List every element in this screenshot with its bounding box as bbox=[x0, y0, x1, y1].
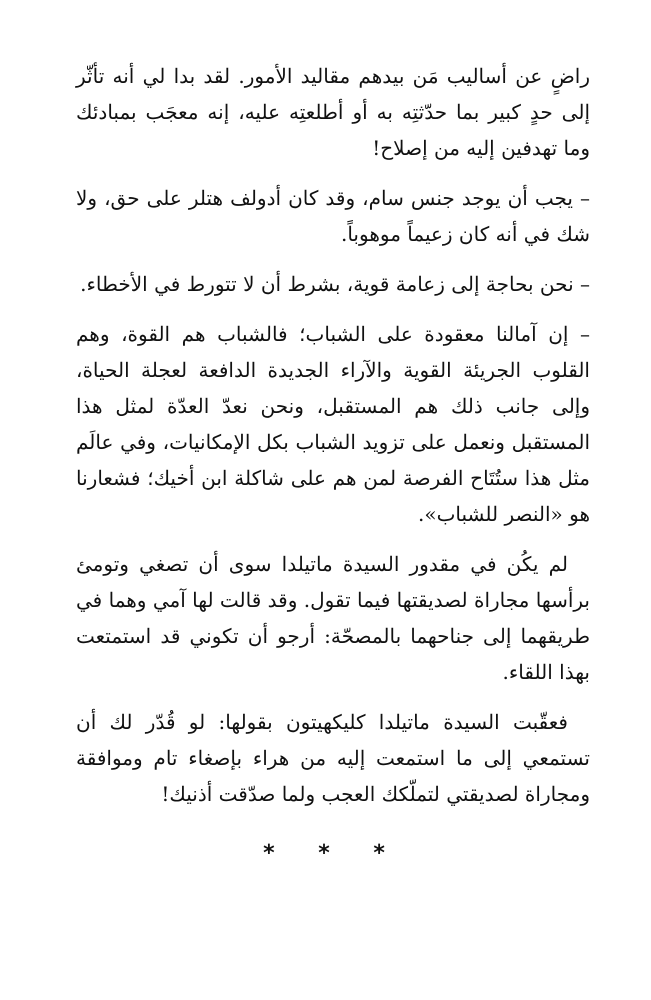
paragraph-4: – إن آمالنا معقودة على الشباب؛ فالشباب هم القوة، وهم القلوب الجريئة القوية والآراء الجديدة الدافعة لعجلة الحياة، وإلى جانب ذلك هم المستقبل، ونحن نعدّ العدّة لمثل هذا المستقبل ونعمل على تزويد الشباب بكل الإمكانيات، وفي عالَم مثل هذا ستُتَاح الفرصة لمن هم على شاكلة ابن أخيك؛ فشعارنا هو «النصر للشباب». bbox=[76, 322, 590, 526]
paragraph-2: – يجب أن يوجد جنس سام، وقد كان أدولف هتلر على حق، ولا شك في أنه كان زعيماً موهوباً. bbox=[76, 186, 590, 246]
paragraph-6: فعقّبت السيدة ماتيلدا كليكهيتون بقولها: لو قُدّر لك أن تستمعي إلى ما استمعت إليه من هراء بإصغاء تام وموافقة ومجاراة لصديقتي لتملّكك العجب ولما صدّقت أذنيك! bbox=[76, 710, 590, 806]
paragraph-1: راضٍ عن أساليب مَن بيدهم مقاليد الأمور. لقد بدا لي أنه تأثّر إلى حدٍ كبير بما حدّثتِه به أو أطلعتِه عليه، إنه معجَب بمبادئك وما تهدفين إليه من إصلاح! bbox=[76, 64, 590, 160]
paragraph-5: لم يكُن في مقدور السيدة ماتيلدا سوى أن تصغي وتومئ برأسها مجاراة لصديقتها فيما تقول. وقد قالت لها آمي وهما في طريقهما إلى جناحهما بالمصحّة: أرجو أن تكوني قد استمتعت بهذا اللقاء. bbox=[76, 552, 590, 684]
paragraph-3: – نحن بحاجة إلى زعامة قوية، بشرط أن لا تتورط في الأخطاء. bbox=[80, 272, 590, 296]
document-page bbox=[76, 58, 590, 872]
section-separator: * * * bbox=[263, 841, 403, 866]
